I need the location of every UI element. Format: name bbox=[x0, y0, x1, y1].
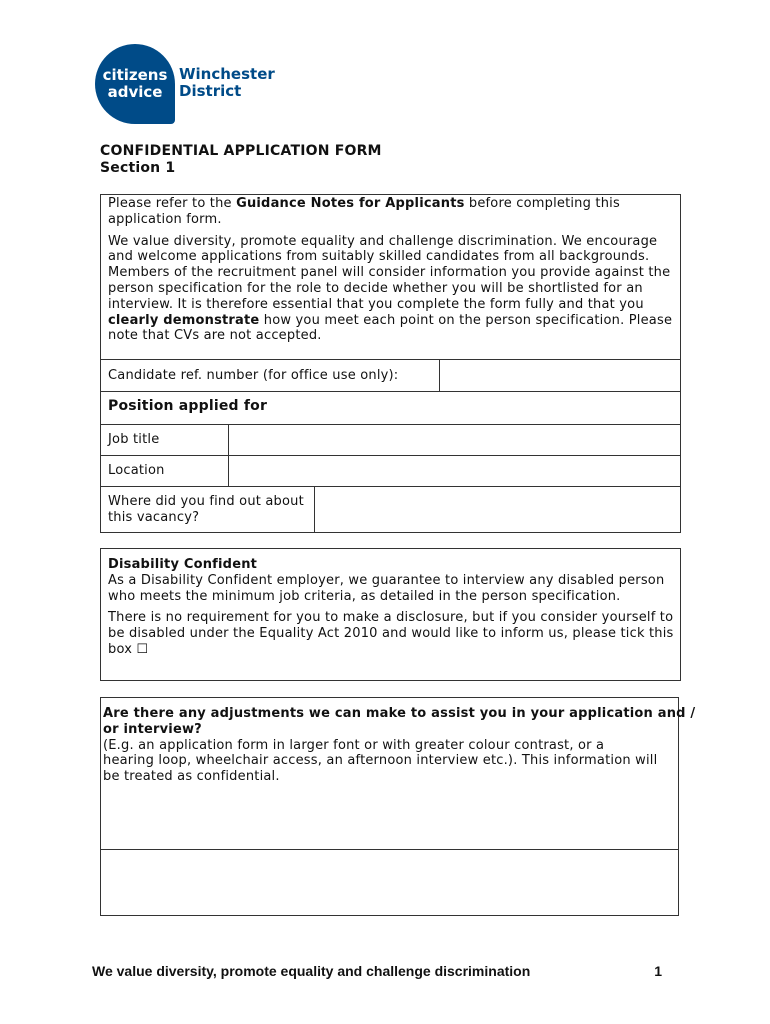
logo-speech-bubble bbox=[95, 44, 175, 124]
location-label: Location bbox=[108, 463, 165, 478]
form-title: CONFIDENTIAL APPLICATION FORM bbox=[100, 143, 382, 159]
logo-right2: District bbox=[179, 82, 242, 100]
job-title-field[interactable] bbox=[231, 427, 678, 453]
disability-text bbox=[108, 557, 674, 658]
citizens-advice-logo bbox=[95, 44, 275, 128]
logo-district bbox=[179, 66, 275, 100]
adjustments-text bbox=[103, 706, 743, 785]
intro-p1: Please refer to the Guidance Notes for Applicants before completing this application form. bbox=[108, 196, 620, 227]
adjustments-question-1: Are there any adjustments we can make to assist you in your application and / bbox=[103, 706, 696, 721]
page-number: 1 bbox=[654, 963, 662, 979]
divider bbox=[100, 424, 681, 425]
divider bbox=[100, 849, 679, 850]
intro-p2: We value diversity, promote equality and challenge discrimination. We encourage and welcome applications from suitably skilled candidates from all backgrounds. Members of the recruitment panel will consider information you provide against the person specification for the role to decide whether you will be shortlisted for an interview. It is therefore essential that you complete the form fully and that you clearly demonstrate how you meet each point on the person specification. Please note that CVs are not accepted. bbox=[108, 233, 673, 344]
adjustments-answer-field[interactable] bbox=[102, 851, 677, 914]
adjustments-question-2: or interview? bbox=[103, 721, 202, 737]
candidate-ref-label: Candidate ref. number (for office use only): bbox=[108, 368, 399, 383]
divider bbox=[100, 455, 681, 456]
logo-line1: citizens bbox=[102, 66, 168, 84]
logo-right1: Winchester bbox=[179, 65, 275, 83]
adjustments-note-2: hearing loop, wheelchair access, an afternoon interview etc.). This information will bbox=[103, 753, 658, 769]
divider bbox=[439, 359, 440, 391]
divider bbox=[100, 486, 681, 487]
divider bbox=[100, 391, 681, 392]
divider bbox=[100, 359, 681, 360]
disability-p1: As a Disability Confident employer, we guarantee to interview any disabled person who meets the minimum job criteria, as detailed in the person specification. bbox=[108, 572, 665, 604]
adjustments-note-1: (E.g. an application form in larger font or with greater colour contrast, or a bbox=[103, 737, 605, 753]
section-label: Section 1 bbox=[100, 160, 176, 176]
footer-text: We value diversity, promote equality and challenge discrimination bbox=[92, 963, 531, 979]
disability-title: Disability Confident bbox=[108, 557, 258, 572]
where-found-field[interactable] bbox=[317, 489, 678, 531]
job-title-label: Job title bbox=[108, 432, 160, 447]
candidate-ref-field[interactable] bbox=[442, 362, 678, 389]
intro-text bbox=[108, 196, 674, 344]
disability-tick-checkbox[interactable] bbox=[274, 656, 288, 670]
location-field[interactable] bbox=[231, 458, 678, 484]
where-found-label: Where did you find out about this vacancy? bbox=[108, 494, 304, 525]
divider bbox=[314, 486, 315, 533]
logo-line2: advice bbox=[107, 83, 163, 101]
page-footer bbox=[92, 963, 662, 979]
disability-p2: There is no requirement for you to make a disclosure, but if you consider yourself to be disabled under the Equality Act 2010 and would like to inform us, please tick this box ☐ bbox=[108, 610, 674, 657]
position-heading: Position applied for bbox=[108, 398, 268, 414]
adjustments-note-3: be treated as confidential. bbox=[103, 769, 280, 785]
divider bbox=[228, 424, 229, 486]
form-heading bbox=[100, 143, 382, 177]
